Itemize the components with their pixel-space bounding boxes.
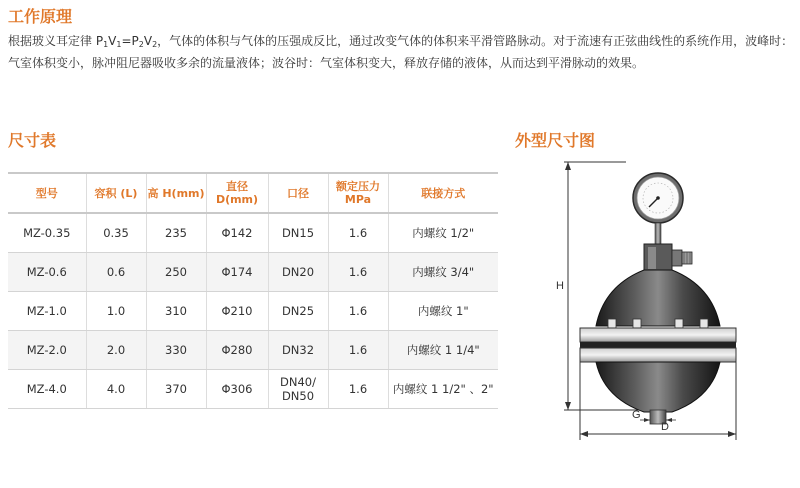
cell-model: MZ-0.35 <box>8 213 86 253</box>
cell-volume: 0.35 <box>86 213 146 253</box>
principle-title: 工作原理 <box>8 7 73 26</box>
header-diameter: 直径 D(mm) <box>206 173 268 213</box>
cell-diameter: Φ142 <box>206 213 268 253</box>
lower-dome <box>596 362 720 412</box>
pressure-gauge-icon <box>633 173 683 223</box>
table-row <box>8 213 498 253</box>
cell-volume: 2.0 <box>86 331 146 370</box>
cell-port: DN20 <box>268 253 328 292</box>
cell-port: DN15 <box>268 213 328 253</box>
table-row <box>8 370 498 409</box>
cell-connection: 内螺纹 1 1/2" 、2" <box>388 370 498 409</box>
cell-model: MZ-0.6 <box>8 253 86 292</box>
height-label: H <box>556 280 564 292</box>
cell-volume: 4.0 <box>86 370 146 409</box>
cell-port: DN25 <box>268 292 328 331</box>
cell-diameter: Φ306 <box>206 370 268 409</box>
cell-diameter: Φ174 <box>206 253 268 292</box>
port-label: G <box>632 409 641 421</box>
size-table-header-row <box>8 173 498 213</box>
cell-height: 235 <box>146 213 206 253</box>
cell-height: 250 <box>146 253 206 292</box>
cell-pressure: 1.6 <box>328 213 388 253</box>
cell-height: 310 <box>146 292 206 331</box>
upper-flange <box>580 328 736 342</box>
cell-volume: 0.6 <box>86 253 146 292</box>
cell-height: 330 <box>146 331 206 370</box>
cell-connection: 内螺纹 1/2" <box>388 213 498 253</box>
cell-port: DN40/ DN50 <box>268 370 328 409</box>
cell-diameter: Φ280 <box>206 331 268 370</box>
lower-flange <box>580 348 736 362</box>
table-row <box>8 331 498 370</box>
cell-volume: 1.0 <box>86 292 146 331</box>
upper-dome <box>596 270 720 326</box>
table-row <box>8 253 498 292</box>
pulsation-damper-drawing <box>548 158 760 443</box>
fitting-block <box>644 244 692 272</box>
outline-drawing-title: 外型尺寸图 <box>515 131 596 150</box>
header-connection: 联接方式 <box>388 173 498 213</box>
flange-gasket <box>580 342 736 348</box>
cell-connection: 内螺纹 1" <box>388 292 498 331</box>
size-table-title: 尺寸表 <box>8 131 57 150</box>
cell-model: MZ-2.0 <box>8 331 86 370</box>
cell-model: MZ-4.0 <box>8 370 86 409</box>
cell-connection: 内螺纹 1 1/4" <box>388 331 498 370</box>
principle-paragraph: 根据玻义耳定律 $P_1V_1=P_2V_2$，气体的体积与气体的压强成反比，通过改变气体的体积来平滑管路脉动。对于流速有正弦曲线性的系统作用，波峰时：气室体积变小，脉冲阻尼器吸收多余的流量液体；波谷时：气室体积变大，释放存储的液体，从而达到平滑脉动的效果。 <box>8 34 794 70</box>
header-volume: 容积 (L) <box>86 173 146 213</box>
cell-diameter: Φ210 <box>206 292 268 331</box>
cell-connection: 内螺纹 3/4" <box>388 253 498 292</box>
gauge-stem <box>655 223 661 245</box>
cell-pressure: 1.6 <box>328 253 388 292</box>
cell-pressure: 1.6 <box>328 331 388 370</box>
cell-pressure: 1.6 <box>328 370 388 409</box>
size-table <box>8 172 498 409</box>
header-model: 型号 <box>8 173 86 213</box>
cell-pressure: 1.6 <box>328 292 388 331</box>
header-pressure: 额定压力 MPa <box>328 173 388 213</box>
table-row <box>8 292 498 331</box>
cell-height: 370 <box>146 370 206 409</box>
header-height: 高 H(mm) <box>146 173 206 213</box>
diameter-label: D <box>661 421 669 433</box>
cell-port: DN32 <box>268 331 328 370</box>
header-port: 口径 <box>268 173 328 213</box>
cell-model: MZ-1.0 <box>8 292 86 331</box>
